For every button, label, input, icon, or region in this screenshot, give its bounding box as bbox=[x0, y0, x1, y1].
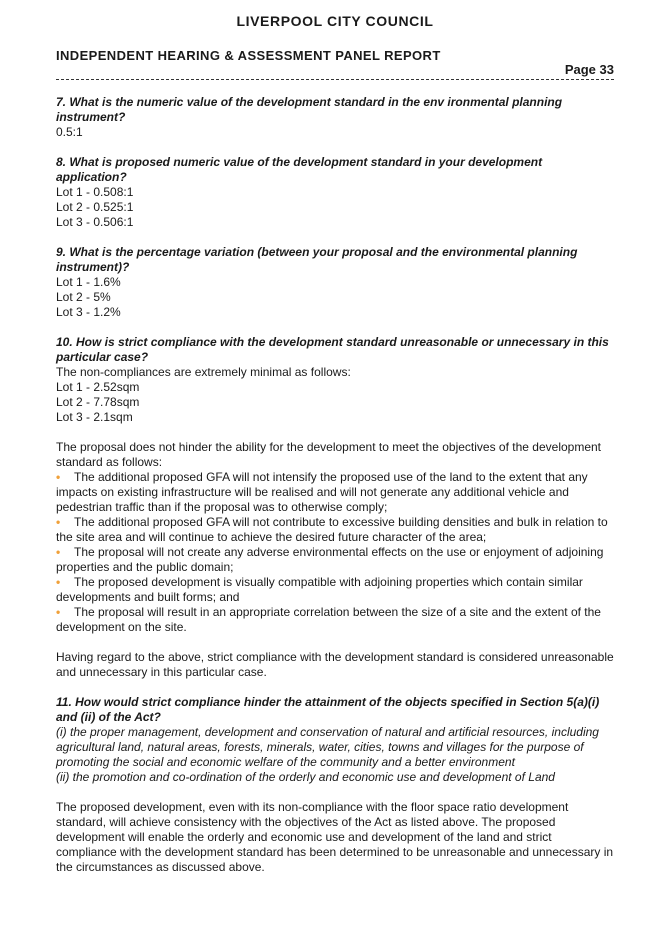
answer-8-lot-3: Lot 3 - 0.506:1 bbox=[56, 215, 134, 229]
bullet-item bbox=[56, 605, 614, 635]
answer-10-intro: The non-compliances are extremely minimal as follows: bbox=[56, 365, 351, 379]
bullet-text: The proposal will result in an appropriate correlation between the size of a site and the extent of the development on the site. bbox=[56, 605, 601, 634]
bullet-text: The proposal will not create any adverse environmental effects on the use or enjoyment of adjoining properties and the public domain; bbox=[56, 545, 604, 574]
answer-8-lot-1: Lot 1 - 0.508:1 bbox=[56, 185, 134, 199]
answer-9-lot-3: Lot 3 - 1.2% bbox=[56, 305, 121, 319]
bullet-icon: • bbox=[56, 470, 61, 484]
answer-7: 0.5:1 bbox=[56, 125, 83, 139]
bullet-icon: • bbox=[56, 515, 61, 529]
question-9: 9. What is the percentage variation (between your proposal and the environmental planning instrument)? bbox=[56, 245, 578, 274]
report-title: INDEPENDENT HEARING & ASSESSMENT PANEL REPORT bbox=[56, 48, 441, 63]
question-11: 11. How would strict compliance hinder the attainment of the objects specified in Section 5(a)(i) and (ii) of the Act? bbox=[56, 695, 600, 724]
answer-10-lot-3: Lot 3 - 2.1sqm bbox=[56, 410, 133, 424]
bullet-item bbox=[56, 470, 614, 515]
question-8: 8. What is proposed numeric value of the development standard in your development application? bbox=[56, 155, 543, 184]
bullet-text: The proposed development is visually compatible with adjoining properties which contain similar developments and built forms; and bbox=[56, 575, 583, 604]
bullet-icon: • bbox=[56, 575, 61, 589]
bullet-item bbox=[56, 515, 614, 545]
objective-ii: (ii) the promotion and co-ordination of the orderly and economic use and development of Land bbox=[56, 770, 555, 784]
bullet-icon: • bbox=[56, 605, 61, 619]
question-10: 10. How is strict compliance with the development standard unreasonable or unnecessary in this particular case? bbox=[56, 335, 609, 364]
page-number: Page 33 bbox=[564, 62, 614, 77]
bullet-text: The additional proposed GFA will not intensify the proposed use of the land to the extent that any impacts on existing infrastructure will be realised and will not generate any additional vehicle and pedestrian traffic than if the proposal was to otherwise comply; bbox=[56, 470, 588, 514]
answer-9-lot-2: Lot 2 - 5% bbox=[56, 290, 111, 304]
council-name: LIVERPOOL CITY COUNCIL bbox=[236, 13, 434, 29]
bullet-icon: • bbox=[56, 545, 61, 559]
answer-10-lot-1: Lot 1 - 2.52sqm bbox=[56, 380, 140, 394]
report-body bbox=[56, 95, 614, 875]
answer-9-lot-1: Lot 1 - 1.6% bbox=[56, 275, 121, 289]
objective-i: (i) the proper management, development and conservation of natural and artificial resources, including agricultural land, natural areas, forests, minerals, water, cities, towns and villages for the purpose of promoting the social and economic welfare of the community and a better environment bbox=[56, 725, 599, 769]
objectives-paragraph: The proposal does not hinder the ability for the development to meet the objectives of the development standard as follows: bbox=[56, 440, 602, 469]
bullet-item bbox=[56, 575, 614, 605]
question-7: 7. What is the numeric value of the development standard in the env ironmental planning instrument? bbox=[56, 95, 563, 124]
bullet-text: The additional proposed GFA will not contribute to excessive building densities and bulk in relation to the site area and will continue to achieve the desired future character of the area; bbox=[56, 515, 608, 544]
answer-10-lot-2: Lot 2 - 7.78sqm bbox=[56, 395, 140, 409]
header-divider bbox=[56, 79, 614, 80]
bullet-item bbox=[56, 545, 614, 575]
answer-8-lot-2: Lot 2 - 0.525:1 bbox=[56, 200, 134, 214]
answer-11: The proposed development, even with its non-compliance with the floor space ratio development standard, will achieve consistency with the objectives of the Act as listed above. The proposed development will enable the orderly and economic use and development of the land and strict compliance with the development standard has been determined to be unreasonable and unnecessary in the circumstances as discussed above. bbox=[56, 800, 614, 874]
conclusion-paragraph: Having regard to the above, strict compliance with the development standard is considered unreasonable and unnecessary in this particular case. bbox=[56, 650, 614, 679]
